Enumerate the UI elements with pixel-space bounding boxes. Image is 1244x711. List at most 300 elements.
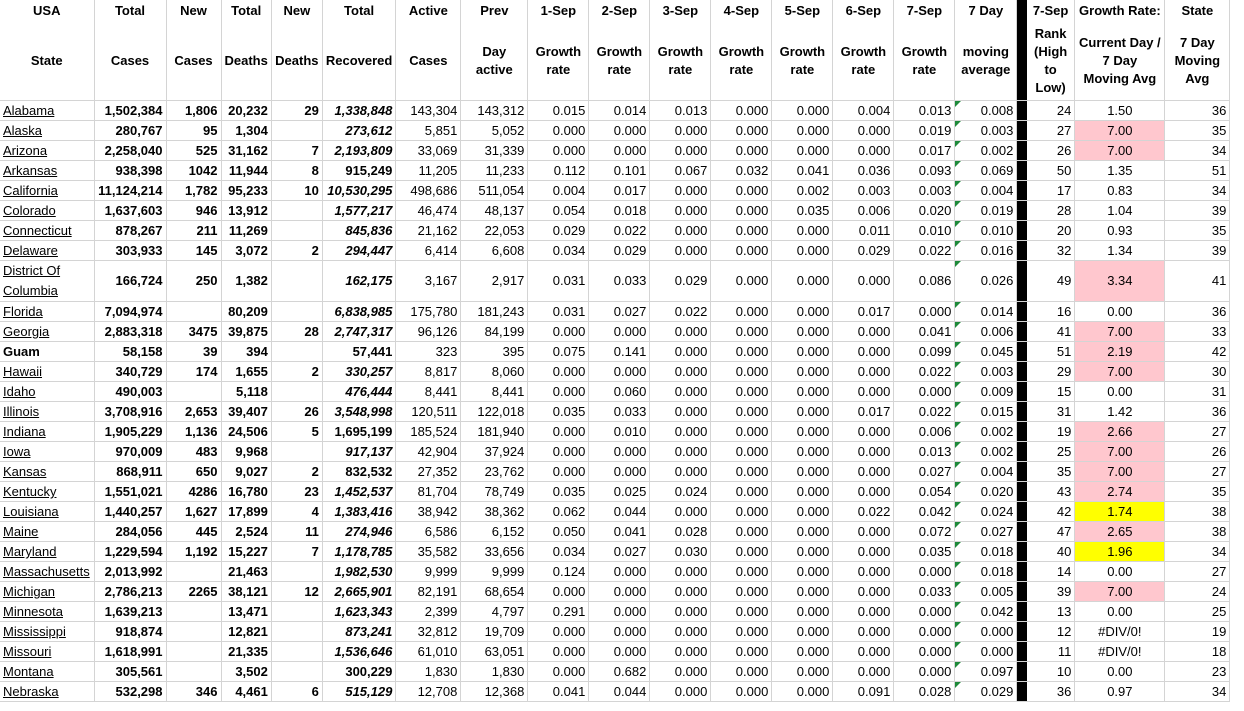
cell-g3[interactable]: 0.029 xyxy=(650,261,711,302)
cell-g7[interactable]: 0.019 xyxy=(894,121,955,141)
cell-prev[interactable]: 48,137 xyxy=(461,201,528,221)
cell-active[interactable]: 1,830 xyxy=(396,662,461,682)
cell-g5[interactable]: 0.000 xyxy=(772,622,833,642)
cell-g6[interactable]: 0.000 xyxy=(833,562,894,582)
cell-g5[interactable]: 0.000 xyxy=(772,382,833,402)
cell-g4[interactable]: 0.000 xyxy=(711,462,772,482)
cell-ratio[interactable]: 0.00 xyxy=(1075,302,1165,322)
cell-deaths[interactable]: 5,118 xyxy=(221,382,271,402)
cell-deaths[interactable]: 13,912 xyxy=(221,201,271,221)
cell-active[interactable]: 175,780 xyxy=(396,302,461,322)
cell-avg[interactable]: 0.003 xyxy=(955,121,1017,141)
cell-g6[interactable]: 0.000 xyxy=(833,342,894,362)
state-link[interactable]: Illinois xyxy=(3,404,40,419)
cell-cases[interactable]: 305,561 xyxy=(94,662,166,682)
cell-active[interactable]: 323 xyxy=(396,342,461,362)
cell-g3[interactable]: 0.000 xyxy=(650,662,711,682)
cell-deaths[interactable]: 39,407 xyxy=(221,402,271,422)
cell-deaths[interactable]: 12,821 xyxy=(221,622,271,642)
cell-g5[interactable]: 0.000 xyxy=(772,422,833,442)
cell-deaths[interactable]: 13,471 xyxy=(221,602,271,622)
cell-prev[interactable]: 6,608 xyxy=(461,241,528,261)
cell-g3[interactable]: 0.000 xyxy=(650,562,711,582)
state-link[interactable]: Idaho xyxy=(3,384,36,399)
cell-g1[interactable]: 0.000 xyxy=(528,322,589,342)
header-top-cell-12[interactable]: 5-Sep xyxy=(772,0,833,21)
cell-new-cases[interactable] xyxy=(166,382,221,402)
header-bottom-cell-6[interactable]: Cases xyxy=(396,21,461,101)
cell-prev[interactable]: 181,243 xyxy=(461,302,528,322)
cell-g6[interactable]: 0.000 xyxy=(833,382,894,402)
header-top-cell-10[interactable]: 3-Sep xyxy=(650,0,711,21)
cell-prev[interactable]: 122,018 xyxy=(461,402,528,422)
cell-g2[interactable]: 0.027 xyxy=(589,302,650,322)
cell-g1[interactable]: 0.035 xyxy=(528,482,589,502)
cell-state[interactable] xyxy=(0,522,94,542)
cell-ma[interactable]: 23 xyxy=(1165,662,1230,682)
cell-g6[interactable]: 0.004 xyxy=(833,101,894,121)
header-bottom-cell-13[interactable]: Growth rate xyxy=(833,21,894,101)
cell-new-cases[interactable]: 1,627 xyxy=(166,502,221,522)
cell-cases[interactable]: 970,009 xyxy=(94,442,166,462)
cell-state[interactable] xyxy=(0,462,94,482)
cell-recovered[interactable]: 845,836 xyxy=(322,221,395,241)
header-top-cell-15[interactable]: 7 Day xyxy=(955,0,1017,21)
cell-avg[interactable]: 0.029 xyxy=(955,682,1017,702)
cell-ratio[interactable]: 0.97 xyxy=(1075,682,1165,702)
header-bottom-cell-18[interactable]: Current Day / 7 Day Moving Avg xyxy=(1075,21,1165,101)
cell-avg[interactable]: 0.000 xyxy=(955,642,1017,662)
cell-g3[interactable]: 0.000 xyxy=(650,442,711,462)
cell-prev[interactable]: 37,924 xyxy=(461,442,528,462)
cell-cases[interactable]: 878,267 xyxy=(94,221,166,241)
cell-recovered[interactable]: 832,532 xyxy=(322,462,395,482)
cell-new-deaths[interactable] xyxy=(271,622,322,642)
cell-g4[interactable]: 0.000 xyxy=(711,362,772,382)
cell-prev[interactable]: 33,656 xyxy=(461,542,528,562)
cell-prev[interactable]: 1,830 xyxy=(461,662,528,682)
cell-g7[interactable]: 0.013 xyxy=(894,101,955,121)
cell-g4[interactable]: 0.000 xyxy=(711,241,772,261)
cell-recovered[interactable]: 274,946 xyxy=(322,522,395,542)
cell-cases[interactable]: 1,637,603 xyxy=(94,201,166,221)
cell-prev[interactable]: 2,917 xyxy=(461,261,528,302)
cell-g7[interactable]: 0.072 xyxy=(894,522,955,542)
cell-new-deaths[interactable] xyxy=(271,261,322,302)
cell-state[interactable] xyxy=(0,622,94,642)
cell-g5[interactable]: 0.000 xyxy=(772,402,833,422)
cell-prev[interactable]: 181,940 xyxy=(461,422,528,442)
cell-cases[interactable]: 1,440,257 xyxy=(94,502,166,522)
cell-g3[interactable]: 0.000 xyxy=(650,141,711,161)
cell-ma[interactable]: 30 xyxy=(1165,362,1230,382)
cell-ma[interactable]: 26 xyxy=(1165,442,1230,462)
cell-g3[interactable]: 0.000 xyxy=(650,502,711,522)
cell-ma[interactable]: 39 xyxy=(1165,201,1230,221)
cell-new-cases[interactable] xyxy=(166,602,221,622)
cell-ma[interactable]: 36 xyxy=(1165,402,1230,422)
cell-g2[interactable]: 0.000 xyxy=(589,602,650,622)
cell-g6[interactable]: 0.000 xyxy=(833,602,894,622)
cell-ratio[interactable]: 2.74 xyxy=(1075,482,1165,502)
cell-prev[interactable]: 22,053 xyxy=(461,221,528,241)
state-link[interactable]: Delaware xyxy=(3,243,58,258)
cell-g6[interactable]: 0.011 xyxy=(833,221,894,241)
header-top-cell-0[interactable]: USA xyxy=(0,0,94,21)
cell-state[interactable] xyxy=(0,582,94,602)
cell-state[interactable] xyxy=(0,402,94,422)
cell-active[interactable]: 120,511 xyxy=(396,402,461,422)
cell-g1[interactable]: 0.000 xyxy=(528,462,589,482)
cell-deaths[interactable]: 24,506 xyxy=(221,422,271,442)
header-bottom-cell-8[interactable]: Growth rate xyxy=(528,21,589,101)
cell-state[interactable] xyxy=(0,121,94,141)
cell-new-deaths[interactable] xyxy=(271,342,322,362)
cell-avg[interactable]: 0.004 xyxy=(955,462,1017,482)
cell-g2[interactable]: 0.060 xyxy=(589,382,650,402)
state-link[interactable]: Mississippi xyxy=(3,624,66,639)
cell-g5[interactable]: 0.000 xyxy=(772,602,833,622)
cell-g4[interactable]: 0.000 xyxy=(711,402,772,422)
cell-ma[interactable]: 27 xyxy=(1165,462,1230,482)
cell-g5[interactable]: 0.002 xyxy=(772,181,833,201)
cell-state[interactable] xyxy=(0,542,94,562)
cell-recovered[interactable]: 1,452,537 xyxy=(322,482,395,502)
cell-ma[interactable]: 31 xyxy=(1165,382,1230,402)
state-link[interactable]: Arkansas xyxy=(3,163,58,178)
cell-g1[interactable]: 0.000 xyxy=(528,442,589,462)
cell-new-deaths[interactable]: 7 xyxy=(271,141,322,161)
cell-g1[interactable]: 0.054 xyxy=(528,201,589,221)
cell-new-cases[interactable]: 1,192 xyxy=(166,542,221,562)
header-top-cell-6[interactable]: Active xyxy=(396,0,461,21)
state-link[interactable]: Nebraska xyxy=(3,684,59,699)
cell-avg[interactable]: 0.005 xyxy=(955,582,1017,602)
cell-g2[interactable]: 0.000 xyxy=(589,582,650,602)
cell-g3[interactable]: 0.000 xyxy=(650,642,711,662)
cell-new-cases[interactable]: 4286 xyxy=(166,482,221,502)
cell-g7[interactable]: 0.000 xyxy=(894,562,955,582)
cell-g5[interactable]: 0.000 xyxy=(772,221,833,241)
cell-cases[interactable]: 280,767 xyxy=(94,121,166,141)
cell-recovered[interactable]: 917,137 xyxy=(322,442,395,462)
cell-active[interactable]: 33,069 xyxy=(396,141,461,161)
cell-g2[interactable]: 0.101 xyxy=(589,161,650,181)
cell-g7[interactable]: 0.000 xyxy=(894,642,955,662)
cell-g5[interactable]: 0.000 xyxy=(772,482,833,502)
cell-new-cases[interactable]: 2265 xyxy=(166,582,221,602)
cell-g1[interactable]: 0.029 xyxy=(528,221,589,241)
cell-ratio[interactable]: 7.00 xyxy=(1075,362,1165,382)
state-link[interactable]: Maine xyxy=(3,524,39,539)
cell-avg[interactable]: 0.018 xyxy=(955,562,1017,582)
cell-rank[interactable]: 39 xyxy=(1027,582,1075,602)
cell-g7[interactable]: 0.027 xyxy=(894,462,955,482)
cell-new-cases[interactable]: 1,782 xyxy=(166,181,221,201)
cell-g2[interactable]: 0.000 xyxy=(589,642,650,662)
cell-state[interactable] xyxy=(0,201,94,221)
cell-g5[interactable]: 0.000 xyxy=(772,302,833,322)
cell-new-deaths[interactable] xyxy=(271,302,322,322)
cell-g5[interactable]: 0.000 xyxy=(772,342,833,362)
cell-g2[interactable]: 0.025 xyxy=(589,482,650,502)
cell-g6[interactable]: 0.003 xyxy=(833,181,894,201)
cell-g4[interactable]: 0.000 xyxy=(711,382,772,402)
cell-rank[interactable]: 29 xyxy=(1027,362,1075,382)
cell-ratio[interactable]: 0.83 xyxy=(1075,181,1165,201)
cell-deaths[interactable]: 38,121 xyxy=(221,582,271,602)
cell-g5[interactable]: 0.000 xyxy=(772,662,833,682)
cell-recovered[interactable]: 1,695,199 xyxy=(322,422,395,442)
cell-deaths[interactable]: 3,502 xyxy=(221,662,271,682)
state-link[interactable]: Indiana xyxy=(3,424,46,439)
cell-deaths[interactable]: 31,162 xyxy=(221,141,271,161)
cell-new-cases[interactable] xyxy=(166,302,221,322)
cell-avg[interactable]: 0.008 xyxy=(955,101,1017,121)
cell-g2[interactable]: 0.044 xyxy=(589,502,650,522)
cell-rank[interactable]: 42 xyxy=(1027,502,1075,522)
cell-g4[interactable]: 0.032 xyxy=(711,161,772,181)
cell-cases[interactable]: 490,003 xyxy=(94,382,166,402)
cell-ratio[interactable]: 2.19 xyxy=(1075,342,1165,362)
cell-recovered[interactable]: 915,249 xyxy=(322,161,395,181)
cell-state[interactable] xyxy=(0,502,94,522)
cell-g5[interactable]: 0.035 xyxy=(772,201,833,221)
cell-g5[interactable]: 0.000 xyxy=(772,322,833,342)
cell-avg[interactable]: 0.020 xyxy=(955,482,1017,502)
cell-avg[interactable]: 0.016 xyxy=(955,241,1017,261)
cell-cases[interactable]: 7,094,974 xyxy=(94,302,166,322)
header-bottom-cell-2[interactable]: Cases xyxy=(166,21,221,101)
state-link[interactable]: Michigan xyxy=(3,584,56,599)
cell-g3[interactable]: 0.024 xyxy=(650,482,711,502)
cell-ma[interactable]: 33 xyxy=(1165,322,1230,342)
cell-new-deaths[interactable] xyxy=(271,382,322,402)
cell-g6[interactable]: 0.000 xyxy=(833,622,894,642)
cell-active[interactable]: 6,586 xyxy=(396,522,461,542)
cell-g7[interactable]: 0.099 xyxy=(894,342,955,362)
cell-recovered[interactable]: 1,338,848 xyxy=(322,101,395,121)
cell-ma[interactable]: 38 xyxy=(1165,522,1230,542)
cell-g6[interactable]: 0.000 xyxy=(833,422,894,442)
header-top-cell-4[interactable]: New xyxy=(271,0,322,21)
cell-cases[interactable]: 532,298 xyxy=(94,682,166,702)
cell-prev[interactable]: 38,362 xyxy=(461,502,528,522)
cell-g3[interactable]: 0.000 xyxy=(650,682,711,702)
cell-g3[interactable]: 0.000 xyxy=(650,362,711,382)
cell-ratio[interactable]: 1.34 xyxy=(1075,241,1165,261)
cell-g2[interactable]: 0.000 xyxy=(589,322,650,342)
cell-prev[interactable]: 63,051 xyxy=(461,642,528,662)
cell-g4[interactable]: 0.000 xyxy=(711,181,772,201)
cell-rank[interactable]: 16 xyxy=(1027,302,1075,322)
cell-g4[interactable]: 0.000 xyxy=(711,482,772,502)
cell-g5[interactable]: 0.000 xyxy=(772,442,833,462)
cell-ratio[interactable]: 0.00 xyxy=(1075,382,1165,402)
cell-g3[interactable]: 0.000 xyxy=(650,181,711,201)
cell-g4[interactable]: 0.000 xyxy=(711,121,772,141)
cell-recovered[interactable]: 1,982,530 xyxy=(322,562,395,582)
cell-active[interactable]: 27,352 xyxy=(396,462,461,482)
cell-g6[interactable]: 0.006 xyxy=(833,201,894,221)
cell-deaths[interactable]: 11,944 xyxy=(221,161,271,181)
cell-g1[interactable]: 0.015 xyxy=(528,101,589,121)
cell-state[interactable] xyxy=(0,602,94,622)
cell-new-deaths[interactable]: 11 xyxy=(271,522,322,542)
header-bottom-cell-4[interactable]: Deaths xyxy=(271,21,322,101)
header-bottom-cell-10[interactable]: Growth rate xyxy=(650,21,711,101)
state-link[interactable]: Louisiana xyxy=(3,504,59,519)
cell-g3[interactable]: 0.000 xyxy=(650,582,711,602)
state-link[interactable]: Minnesota xyxy=(3,604,63,619)
state-link[interactable]: Kentucky xyxy=(3,484,57,499)
cell-g1[interactable]: 0.000 xyxy=(528,121,589,141)
cell-rank[interactable]: 50 xyxy=(1027,161,1075,181)
cell-g6[interactable]: 0.017 xyxy=(833,302,894,322)
cell-new-cases[interactable]: 946 xyxy=(166,201,221,221)
cell-g4[interactable]: 0.000 xyxy=(711,682,772,702)
cell-prev[interactable]: 12,368 xyxy=(461,682,528,702)
cell-ma[interactable]: 41 xyxy=(1165,261,1230,302)
header-top-cell-19[interactable]: State xyxy=(1165,0,1230,21)
cell-g3[interactable]: 0.000 xyxy=(650,201,711,221)
cell-active[interactable]: 2,399 xyxy=(396,602,461,622)
cell-g2[interactable]: 0.044 xyxy=(589,682,650,702)
cell-new-deaths[interactable]: 2 xyxy=(271,462,322,482)
header-top-cell-14[interactable]: 7-Sep xyxy=(894,0,955,21)
cell-g7[interactable]: 0.093 xyxy=(894,161,955,181)
cell-new-cases[interactable]: 211 xyxy=(166,221,221,241)
cell-g6[interactable]: 0.000 xyxy=(833,582,894,602)
cell-rank[interactable]: 36 xyxy=(1027,682,1075,702)
cell-g4[interactable]: 0.000 xyxy=(711,221,772,241)
cell-recovered[interactable]: 1,577,217 xyxy=(322,201,395,221)
cell-g2[interactable]: 0.000 xyxy=(589,562,650,582)
cell-rank[interactable]: 31 xyxy=(1027,402,1075,422)
cell-g6[interactable]: 0.000 xyxy=(833,442,894,462)
cell-recovered[interactable]: 273,612 xyxy=(322,121,395,141)
cell-prev[interactable]: 78,749 xyxy=(461,482,528,502)
cell-ma[interactable]: 35 xyxy=(1165,221,1230,241)
cell-new-cases[interactable]: 1,806 xyxy=(166,101,221,121)
cell-state[interactable] xyxy=(0,482,94,502)
cell-g1[interactable]: 0.050 xyxy=(528,522,589,542)
header-top-cell-18[interactable]: Growth Rate: xyxy=(1075,0,1165,21)
cell-g5[interactable]: 0.000 xyxy=(772,141,833,161)
cell-state[interactable] xyxy=(0,562,94,582)
cell-ma[interactable]: 38 xyxy=(1165,502,1230,522)
cell-active[interactable]: 21,162 xyxy=(396,221,461,241)
cell-avg[interactable]: 0.015 xyxy=(955,402,1017,422)
header-bottom-cell-19[interactable]: 7 Day Moving Avg xyxy=(1165,21,1230,101)
cell-avg[interactable]: 0.019 xyxy=(955,201,1017,221)
cell-g4[interactable]: 0.000 xyxy=(711,602,772,622)
cell-g6[interactable]: 0.017 xyxy=(833,402,894,422)
cell-new-cases[interactable]: 95 xyxy=(166,121,221,141)
cell-rank[interactable]: 17 xyxy=(1027,181,1075,201)
cell-g6[interactable]: 0.000 xyxy=(833,542,894,562)
cell-active[interactable]: 42,904 xyxy=(396,442,461,462)
cell-ratio[interactable]: 1.42 xyxy=(1075,402,1165,422)
cell-new-deaths[interactable] xyxy=(271,662,322,682)
cell-g2[interactable]: 0.000 xyxy=(589,462,650,482)
cell-new-deaths[interactable]: 29 xyxy=(271,101,322,121)
cell-new-deaths[interactable]: 28 xyxy=(271,322,322,342)
cell-state[interactable] xyxy=(0,141,94,161)
cell-g4[interactable]: 0.000 xyxy=(711,442,772,462)
cell-recovered[interactable]: 873,241 xyxy=(322,622,395,642)
cell-ratio[interactable]: 7.00 xyxy=(1075,121,1165,141)
cell-prev[interactable]: 395 xyxy=(461,342,528,362)
header-bottom-cell-11[interactable]: Growth rate xyxy=(711,21,772,101)
cell-state[interactable] xyxy=(0,682,94,702)
cell-g7[interactable]: 0.022 xyxy=(894,241,955,261)
header-top-cell-1[interactable]: Total xyxy=(94,0,166,21)
cell-new-cases[interactable]: 1042 xyxy=(166,161,221,181)
cell-g2[interactable]: 0.000 xyxy=(589,442,650,462)
cell-rank[interactable]: 27 xyxy=(1027,121,1075,141)
cell-state[interactable] xyxy=(0,422,94,442)
cell-g1[interactable]: 0.124 xyxy=(528,562,589,582)
cell-g2[interactable]: 0.682 xyxy=(589,662,650,682)
cell-ma[interactable]: 18 xyxy=(1165,642,1230,662)
cell-g6[interactable]: 0.000 xyxy=(833,462,894,482)
state-link[interactable]: District Of Columbia xyxy=(3,263,61,298)
cell-deaths[interactable]: 1,655 xyxy=(221,362,271,382)
cell-g7[interactable]: 0.000 xyxy=(894,662,955,682)
cell-recovered[interactable]: 476,444 xyxy=(322,382,395,402)
cell-recovered[interactable]: 1,178,785 xyxy=(322,542,395,562)
cell-deaths[interactable]: 9,027 xyxy=(221,462,271,482)
cell-ma[interactable]: 34 xyxy=(1165,542,1230,562)
cell-new-cases[interactable]: 650 xyxy=(166,462,221,482)
cell-g7[interactable]: 0.003 xyxy=(894,181,955,201)
header-bottom-cell-3[interactable]: Deaths xyxy=(221,21,271,101)
cell-cases[interactable]: 1,905,229 xyxy=(94,422,166,442)
cell-ma[interactable]: 25 xyxy=(1165,602,1230,622)
cell-g7[interactable]: 0.000 xyxy=(894,382,955,402)
cell-rank[interactable]: 43 xyxy=(1027,482,1075,502)
cell-deaths[interactable]: 21,463 xyxy=(221,562,271,582)
cell-g6[interactable]: 0.000 xyxy=(833,261,894,302)
cell-g6[interactable]: 0.000 xyxy=(833,642,894,662)
cell-recovered[interactable]: 1,536,646 xyxy=(322,642,395,662)
header-top-cell-13[interactable]: 6-Sep xyxy=(833,0,894,21)
cell-ma[interactable]: 36 xyxy=(1165,101,1230,121)
cell-prev[interactable]: 8,060 xyxy=(461,362,528,382)
cell-g1[interactable]: 0.062 xyxy=(528,502,589,522)
cell-new-deaths[interactable]: 2 xyxy=(271,241,322,261)
cell-ratio[interactable]: #DIV/0! xyxy=(1075,622,1165,642)
cell-new-cases[interactable]: 525 xyxy=(166,141,221,161)
cell-new-deaths[interactable]: 5 xyxy=(271,422,322,442)
cell-ma[interactable]: 35 xyxy=(1165,121,1230,141)
cell-new-deaths[interactable]: 26 xyxy=(271,402,322,422)
cell-new-deaths[interactable]: 6 xyxy=(271,682,322,702)
cell-prev[interactable]: 4,797 xyxy=(461,602,528,622)
cell-recovered[interactable]: 6,838,985 xyxy=(322,302,395,322)
cell-deaths[interactable]: 3,072 xyxy=(221,241,271,261)
state-link[interactable]: Florida xyxy=(3,304,43,319)
cell-g1[interactable]: 0.112 xyxy=(528,161,589,181)
cell-new-cases[interactable] xyxy=(166,622,221,642)
cell-active[interactable]: 46,474 xyxy=(396,201,461,221)
cell-deaths[interactable]: 9,968 xyxy=(221,442,271,462)
cell-state[interactable] xyxy=(0,302,94,322)
cell-ma[interactable]: 34 xyxy=(1165,141,1230,161)
cell-ma[interactable]: 19 xyxy=(1165,622,1230,642)
cell-new-deaths[interactable] xyxy=(271,442,322,462)
